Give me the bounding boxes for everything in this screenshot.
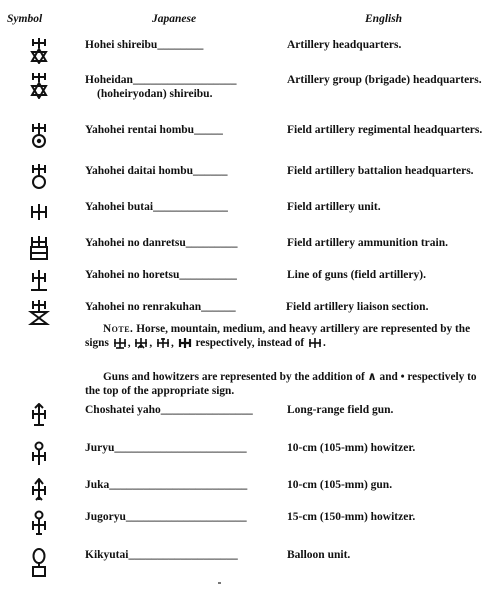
japanese-term-line2: (hoheiryodan) shireibu. xyxy=(97,88,213,100)
liaison-section-icon xyxy=(24,300,54,326)
english-term: Artillery group (brigade) headquarters. xyxy=(287,74,482,86)
balloon-unit-icon xyxy=(24,548,54,578)
japanese-term: Choshatei yaho________________ xyxy=(85,404,253,416)
artillery-hq-icon xyxy=(24,38,54,64)
english-term: Field artillery regimental headquarters. xyxy=(287,124,483,136)
note-text: Horse, mountain, medium, and heavy artillery are represented by the signs xyxy=(85,323,471,349)
note-lead: Note. xyxy=(103,323,134,335)
line-of-guns-icon xyxy=(24,268,54,294)
english-term: Artillery headquarters. xyxy=(287,39,402,51)
japanese-term: Yahohei rentai hombu_____ xyxy=(85,124,223,136)
japanese-term: Yahohei no horetsu__________ xyxy=(85,269,237,281)
header-japanese: Japanese xyxy=(152,13,197,25)
english-term: Field artillery ammunition train. xyxy=(287,237,448,249)
header-english: English xyxy=(365,13,403,25)
ammunition-train-icon xyxy=(24,236,54,262)
field-artillery-inline-icon xyxy=(307,337,323,349)
gun-105-icon xyxy=(24,478,54,504)
mountain-artillery-icon xyxy=(133,337,149,349)
english-term: 15-cm (150-mm) howitzer. xyxy=(287,511,416,523)
field-artillery-unit-icon xyxy=(24,200,54,226)
header-symbol: Symbol xyxy=(7,13,43,25)
field-artillery-regiment-hq-icon xyxy=(24,123,54,149)
note-text-2: respectively, instead of xyxy=(195,337,305,349)
heavy-artillery-icon xyxy=(177,337,193,349)
artillery-group-hq-icon xyxy=(24,73,54,99)
japanese-term: Hohei shireibu________ xyxy=(85,39,204,51)
long-range-field-gun-icon xyxy=(24,403,54,429)
japanese-term: Jugoryu_____________________ xyxy=(85,511,247,523)
howitzer-150-icon xyxy=(24,510,54,536)
english-term: Field artillery battalion headquarters. xyxy=(287,165,474,177)
horse-artillery-icon xyxy=(112,337,128,349)
english-term: Long-range field gun. xyxy=(287,404,394,416)
japanese-term: Juryu_______________________ xyxy=(85,442,247,454)
english-term: 10-cm (105-mm) gun. xyxy=(287,479,393,491)
japanese-term: Yahohei no renrakuhan______ xyxy=(85,301,236,313)
japanese-term: Yahohei butai_____________ xyxy=(85,201,228,213)
field-artillery-battalion-hq-icon xyxy=(24,164,54,190)
japanese-term: Hoheidan__________________ xyxy=(85,74,237,86)
japanese-term: Juka________________________ xyxy=(85,479,248,491)
english-term: Field artillery liaison section. xyxy=(286,301,429,313)
howitzer-105-icon xyxy=(24,441,54,467)
japanese-term: Kikyutai___________________ xyxy=(85,549,238,561)
note-text-3: . xyxy=(323,337,326,349)
note-paragraph-2: Guns and howitzers are represented by the addition of ∧ and • respectively to the top of the appropriate sign. xyxy=(85,371,477,397)
english-term: Field artillery unit. xyxy=(287,201,381,213)
english-term: 10-cm (105-mm) howitzer. xyxy=(287,442,416,454)
japanese-term: Yahohei no danretsu_________ xyxy=(85,237,238,249)
medium-artillery-icon xyxy=(155,337,171,349)
english-term: Line of guns (field artillery). xyxy=(287,269,426,281)
page-speck xyxy=(218,582,221,584)
japanese-term: Yahohei daitai hombu______ xyxy=(85,165,228,177)
note-paragraph: Note. Horse, mountain, medium, and heavy artillery are represented by the signs , , , respectively, instead of . xyxy=(85,323,471,349)
english-term: Balloon unit. xyxy=(287,549,351,561)
